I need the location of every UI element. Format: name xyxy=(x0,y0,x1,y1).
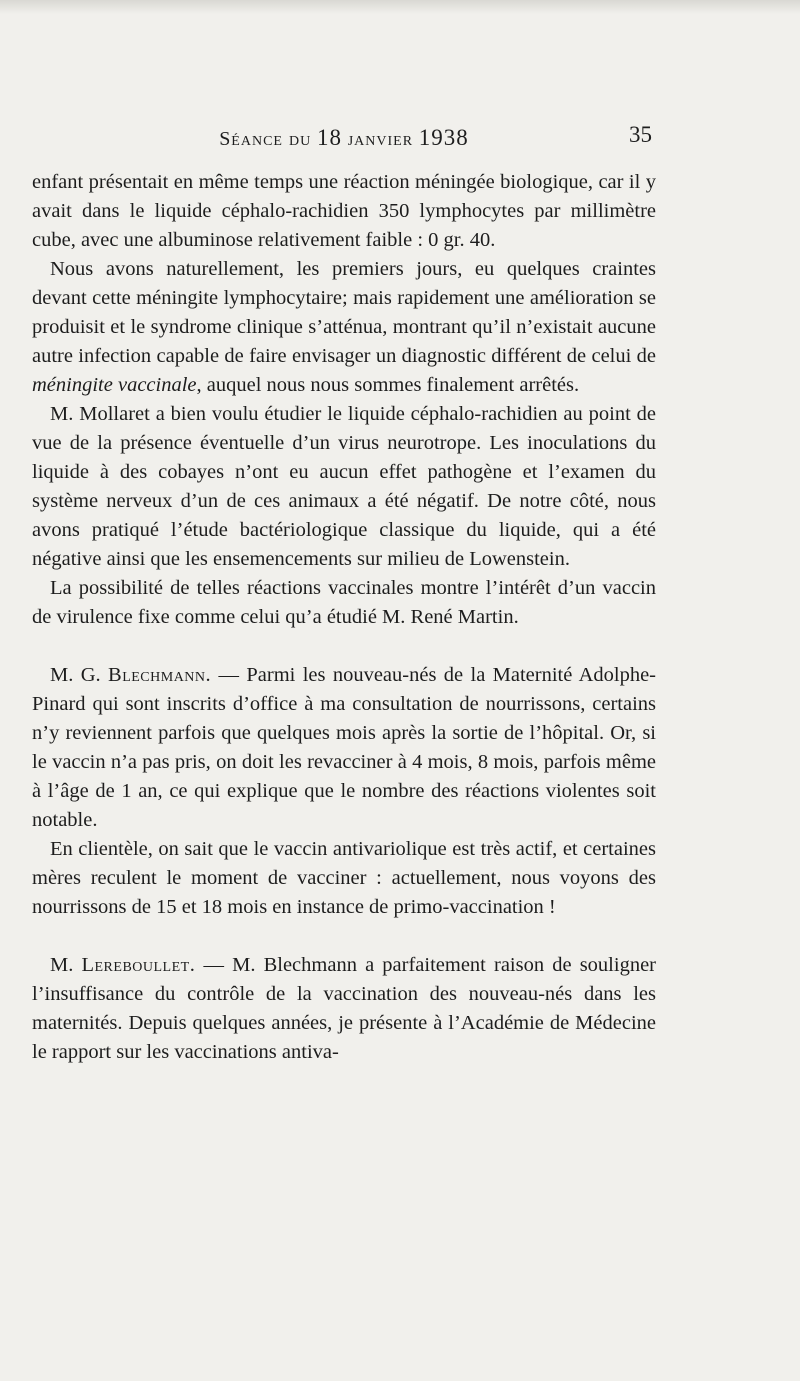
paragraph-meningite xyxy=(32,255,656,400)
speaker-prefix: M. xyxy=(50,954,82,976)
paragraph-blechmann xyxy=(32,661,656,835)
running-head-year: 1938 xyxy=(418,125,469,150)
paragraph-text: Nous avons naturellement, les premiers jours, eu quelques craintes devant cette méningite lymphocytaire; mais rapidement une amélioration se produisit et le syndrome clinique s’atténua, montrant qu’il n’existait aucune autre infection capable de faire envisager un diagnostic différent de celui de xyxy=(32,258,656,367)
italic-term: méningite vaccinale xyxy=(32,374,197,396)
paragraph-lereboullet xyxy=(32,951,656,1067)
speaker-name: Blechmann. xyxy=(108,664,212,686)
paragraph-text: , auquel nous nous sommes finalement arrêtés. xyxy=(196,374,580,396)
running-head-month: janvier xyxy=(347,128,414,150)
paragraph-text: — M. Blechmann a parfaitement raison de souligner l’insuffisance du contrôle de la vaccination des nouveau-nés dans les maternités. Depuis quelques années, je présente à l’Académie de Médecine le rapport sur les vaccinations antiva- xyxy=(32,954,656,1063)
page-top-edge xyxy=(0,0,800,14)
speaker-name: Lereboullet. xyxy=(81,954,196,976)
speaker-prefix: M. G. xyxy=(50,664,109,686)
running-head-day: 18 xyxy=(316,125,342,150)
paragraph-possibilite: La possibilité de telles réactions vaccinales montre l’intérêt d’un vaccin de virulence fixe comme celui qu’a étudié M. René Martin. xyxy=(32,577,656,628)
running-head-title xyxy=(32,125,656,151)
running-header xyxy=(32,122,656,152)
section-gap xyxy=(32,922,656,951)
running-head-seance: Séance du xyxy=(219,128,312,150)
page-number: 35 xyxy=(629,122,652,147)
paragraph-clientele: En clientèle, on sait que le vaccin antivariolique est très actif, et certaines mères reculent le moment de vacciner : actuellement, nous voyons des nourrissons de 15 et 18 mois en instance de primo-vaccination ! xyxy=(32,838,656,918)
section-gap xyxy=(32,632,656,661)
paragraph-mollaret: M. Mollaret a bien voulu étudier le liquide céphalo-rachidien au point de vue de la présence éventuelle d’un virus neurotrope. Les inoculations du liquide à des cobayes n’ont eu aucun effet pathogène et l’examen du système nerveux d’un de ces animaux a été négatif. De notre côté, nous avons pratiqué l’étude bactériologique classique du liquide, qui a été négative ainsi que les ensemencements sur milieu de Lowenstein. xyxy=(32,403,656,570)
paragraph-continuation: enfant présentait en même temps une réaction méningée biologique, car il y avait dans le liquide céphalo-rachidien 350 lymphocytes par millimètre cube, avec une albuminose relativement faible : 0 gr. 40. xyxy=(32,171,656,251)
page-body xyxy=(32,168,656,1067)
paragraph-text: — Parmi les nouveau-nés de la Maternité Adolphe-Pinard qui sont inscrits d’office à ma consultation de nourrissons, certains n’y reviennent parfois que quelques mois après la sortie de l’hôpital. Or, si le vaccin n’a pas pris, on doit les revacciner à 4 mois, 8 mois, parfois même à l’âge de 1 an, ce qui explique que le nombre des réactions violentes soit notable. xyxy=(32,664,656,831)
